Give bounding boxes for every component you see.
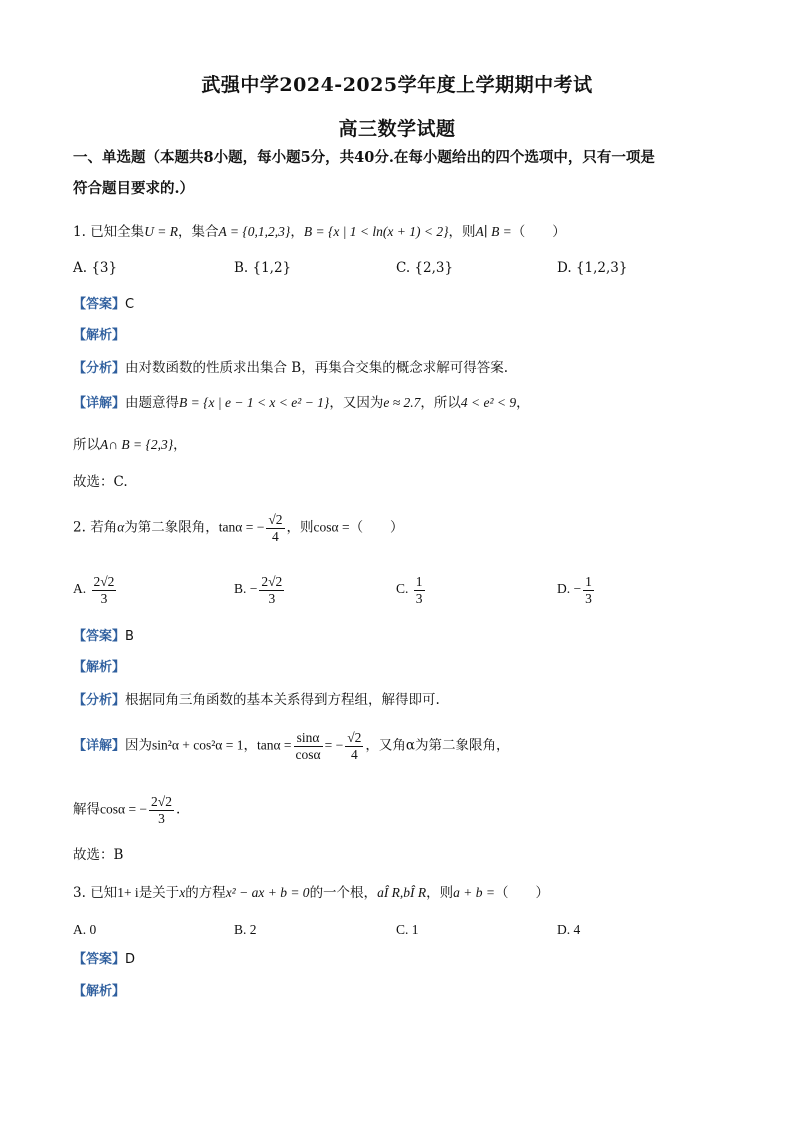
question-text: 已知全集 [90,224,145,240]
fraction-den: 3 [415,590,423,606]
exam-subtitle: 高三数学试题 [338,118,456,140]
fraction-num: 2√2 [93,574,115,589]
fraction-num: √2 [347,730,362,745]
section-heading-cont: 符合题目要求的.） [73,180,195,197]
math-expr: cosα = [313,519,350,535]
fenxi-line [73,692,440,709]
answer-line [73,629,134,645]
xiangjie-text: ， [243,737,257,754]
analysis-tag: 【解析】 [73,660,126,675]
question-text: ，则 [286,519,314,536]
option-c: C. 1 [396,922,419,937]
question-text: 的方程 [185,885,226,901]
fraction [345,730,363,762]
fenxi-text: 根据同角三角函数的基本关系得到方程组，解得即可. [125,692,440,708]
option-c [396,574,427,606]
option-label: B. [234,581,247,597]
math-expr: 4 < e² < 9 [460,395,517,410]
fenxi-label: 【分析】 [73,361,126,376]
xiangjie-text: 因为 [125,737,153,754]
option-label: A. [73,581,87,597]
fraction-den: 3 [158,810,165,826]
question-number: 2. [73,519,86,536]
option-a: A. {3} [73,260,118,276]
conclusion-text: ， [173,437,187,453]
question-text: 是关于 [138,885,180,901]
fenxi-text: 由对数函数的性质求出集合 B，再集合交集的概念求解可得答案. [125,360,509,376]
xiangjie-text: ，所以 [420,395,461,411]
question-1 [73,224,566,240]
math-expr: A∩ B = {2,3} [100,437,174,452]
fraction-den: 3 [268,590,276,606]
math-expr: A∣ B = [475,224,512,239]
analysis-tag: 【解析】 [73,328,126,343]
fraction-num: 2√2 [261,574,283,589]
fraction-den: cosα [295,746,321,762]
question-3 [73,885,549,901]
math-expr: tanα = − [218,519,265,535]
fraction [414,574,425,606]
option-b: B. 2 [234,922,257,937]
fraction-num: √2 [268,512,283,527]
fraction-den: 3 [100,590,108,606]
question-text: ，集合 [178,224,219,240]
math-expr: x² − ax + b = 0 [225,885,310,900]
xiangjie-text: ， [516,395,530,411]
fraction [92,574,117,606]
conclusion-text: 所以 [73,437,100,453]
paren-blank: （ ） [349,519,404,536]
xiangjie-line [73,730,510,762]
choose-line: 故选：B [73,847,124,863]
fraction [294,730,323,762]
question-number: 3. [73,885,86,901]
xiangjie-line [73,395,530,412]
analysis-label [73,984,125,1000]
math-expr: U = R [144,224,179,239]
question-text: ， [290,224,304,240]
option-b: B. {1,2} [234,260,292,276]
option-d: D. 4 [557,922,581,937]
fraction-den: 4 [350,746,358,762]
answer-label: 【答案】 [73,952,126,967]
answer-line [73,297,134,313]
fraction [583,574,594,606]
fenxi-label: 【分析】 [73,693,126,708]
math-expr: = − [324,737,344,753]
solve-text: 解得 [73,801,100,818]
option-label: C. [396,581,409,597]
paren-blank: （ ） [495,885,550,901]
math-expr: B = {x | e − 1 < x < e² − 1} [179,395,330,410]
answer-label: 【答案】 [73,629,126,644]
question-2 [73,512,404,544]
answer-line [73,952,135,968]
question-text: 的一个根， [309,885,378,901]
fraction-num: sinα [294,730,323,747]
option-a [73,574,118,606]
math-expr: a + b = [453,885,496,900]
solve-line [73,794,180,826]
xiangjie-label: 【详解】 [73,738,126,754]
math-expr: tanα = [256,737,292,753]
analysis-label [73,660,125,676]
math-expr: A = {0,1,2,3} [218,224,291,239]
question-text: 为第二象限角， [124,519,219,536]
math-expr: α [117,519,125,535]
fraction [259,574,284,606]
fenxi-line [73,360,508,377]
xiangjie-text: ，又因为 [329,395,384,411]
option-c: C. {2,3} [396,260,454,276]
section-heading: 一、单选题（本题共8小题，每小题5分，共40分.在每小题给出的四个选项中，只有一项是 [73,149,655,166]
xiangjie-text: ，又角α为第二象限角， [365,737,510,754]
option-b [234,574,286,606]
math-expr: cosα = − [100,801,148,817]
answer-value: B [125,629,134,644]
fraction-den: 3 [585,590,592,606]
question-text: 若角 [90,519,118,536]
question-text: ，则 [426,885,454,901]
answer-label: 【答案】 [73,297,126,312]
option-sign: − [249,581,258,597]
option-d: D. {1,2,3} [557,260,628,276]
answer-value: D [125,952,136,967]
paren-blank: （ ） [511,224,566,240]
fraction-den: 4 [272,528,279,544]
fraction-num: 1 [585,574,592,589]
math-expr: 1+ i [117,885,139,900]
fraction-num: 2√2 [151,794,172,809]
option-sign: − [573,581,582,597]
fraction [149,794,174,826]
option-a: A. 0 [73,922,97,937]
choose-line: 故选：C. [73,474,128,490]
exam-title: 武强中学2024-2025学年度上学期期中考试 [201,74,593,96]
math-expr: x [179,885,186,900]
xiangjie-label: 【详解】 [73,396,126,411]
math-expr: e ≈ 2.7 [383,395,421,410]
solve-text: . [175,801,181,818]
xiangjie-text: 由题意得 [125,395,180,411]
question-number: 1. [73,224,86,240]
option-label: D. [557,581,571,597]
conclusion-line [73,437,187,453]
answer-value: C [125,297,135,312]
fraction [266,512,284,544]
analysis-label [73,328,125,344]
math-expr: sin²α + cos²α = 1 [152,737,244,753]
question-text: 已知 [90,885,118,901]
analysis-tag: 【解析】 [73,984,126,999]
math-expr: aÎ R,bÎ R [377,885,427,900]
fraction-num: 1 [415,574,423,589]
question-text: ，则 [448,224,476,240]
option-d [557,574,596,606]
math-expr: B = {x | 1 < ln(x + 1) < 2} [303,224,449,239]
